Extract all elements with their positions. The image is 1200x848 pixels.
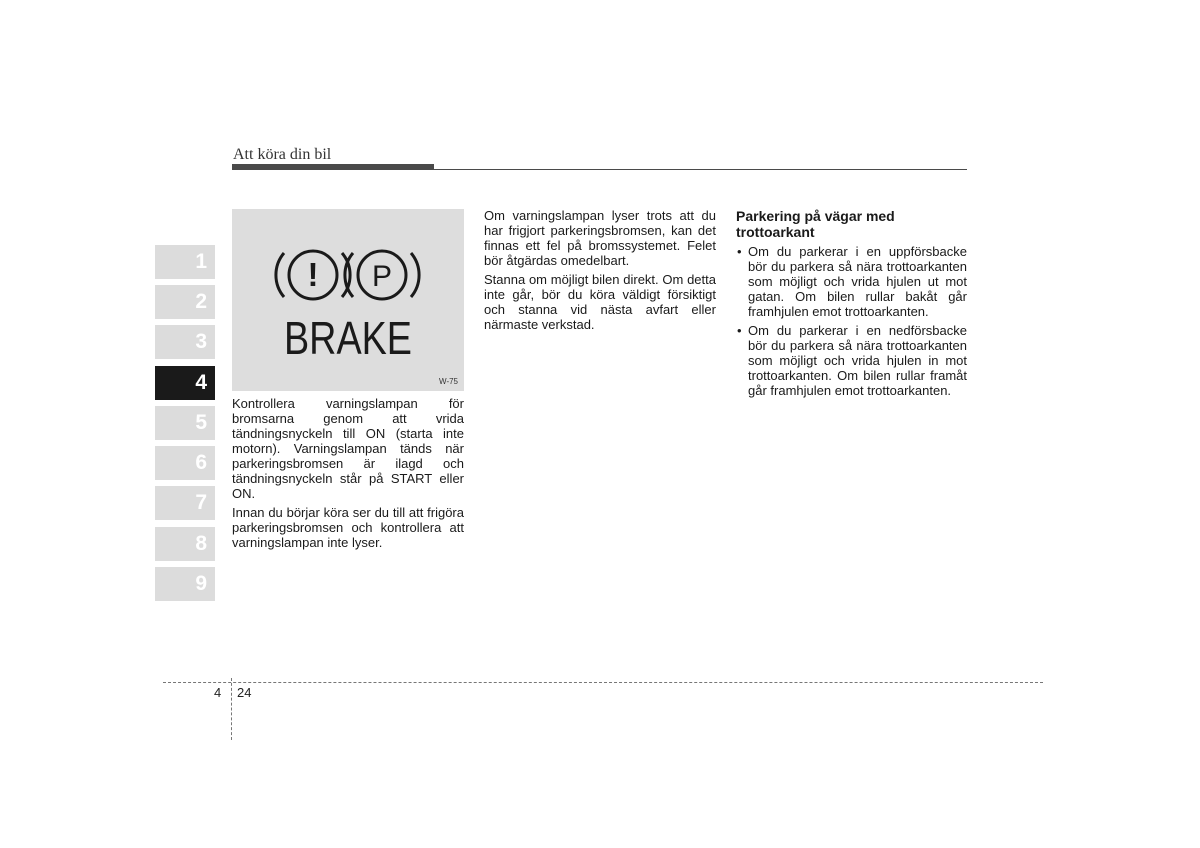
chapter-tab-7[interactable]: 7 <box>155 486 215 520</box>
brake-word: BRAKE <box>284 312 412 364</box>
chapter-tab-3[interactable]: 3 <box>155 325 215 359</box>
warning-mark: ! <box>307 256 319 293</box>
column-3 <box>736 208 967 402</box>
list-item: • Om du parkerar i en nedförsbacke bör du parkera så nära trottoarkanten som möjligt och vrida hjulen in mot trottoarkanten. Om bilen rullar framåt går framhjulen emot trottoarkanten. <box>736 323 967 398</box>
paragraph: Stanna om möjligt bilen direkt. Om detta inte går, bör du köra väldigt försiktigt och stanna vid nästa avfart eller närmaste verkstad. <box>484 272 716 332</box>
parking-letter: P <box>371 260 393 293</box>
brake-symbol-illustration <box>232 209 464 391</box>
footer-vertical-divider <box>231 678 232 740</box>
brake-warning-icon <box>276 251 350 299</box>
brake-warning-figure <box>232 209 464 391</box>
bullet-list <box>736 244 967 398</box>
header-rule-thin <box>434 169 967 170</box>
chapter-tab-9[interactable]: 9 <box>155 567 215 601</box>
chapter-tab-5[interactable]: 5 <box>155 406 215 440</box>
section-heading: Parkering på vägar med trottoarkant <box>736 208 895 240</box>
page-header-title: Att köra din bil <box>233 146 332 163</box>
header-rule-thick <box>232 164 434 170</box>
column-1 <box>232 396 464 554</box>
chapter-tab-4[interactable]: 4 <box>155 366 215 400</box>
chapter-tab-2[interactable]: 2 <box>155 285 215 319</box>
list-item: • Om du parkerar i en uppförsbacke bör du parkera så nära trottoarkanten som möjligt och vrida hjulen ut mot gatan. Om bilen rullar bakåt går framhjulen emot trottoarkanten. <box>736 244 967 319</box>
paragraph: Innan du börjar köra ser du till att frigöra parkeringsbromsen och kontrollera att varningslampan inte lyser. <box>232 505 464 550</box>
paragraph: Om varningslampan lyser trots att du har frigjort parkeringsbromsen, kan det finnas ett fel på bromssystemet. Felet bör åtgärdas omedelbart. <box>484 208 716 268</box>
chapter-tab-6[interactable]: 6 <box>155 446 215 480</box>
chapter-tab-1[interactable]: 1 <box>155 245 215 279</box>
figure-code: W-75 <box>439 377 458 386</box>
paragraph: Kontrollera varningslampan för bromsarna genom att vrida tändningsnyckeln till ON (starta inte motorn). Varningslampan tänds när parkeringsbromsen är ilagd och tändningsnyckeln står på START eller ON. <box>232 396 464 501</box>
chapter-tab-8[interactable]: 8 <box>155 527 215 561</box>
parking-brake-icon <box>345 251 419 299</box>
page-chapter-number: 4 <box>214 685 222 700</box>
column-2 <box>484 208 716 336</box>
page-number: 24 <box>237 685 252 700</box>
footer-divider <box>163 682 1043 683</box>
